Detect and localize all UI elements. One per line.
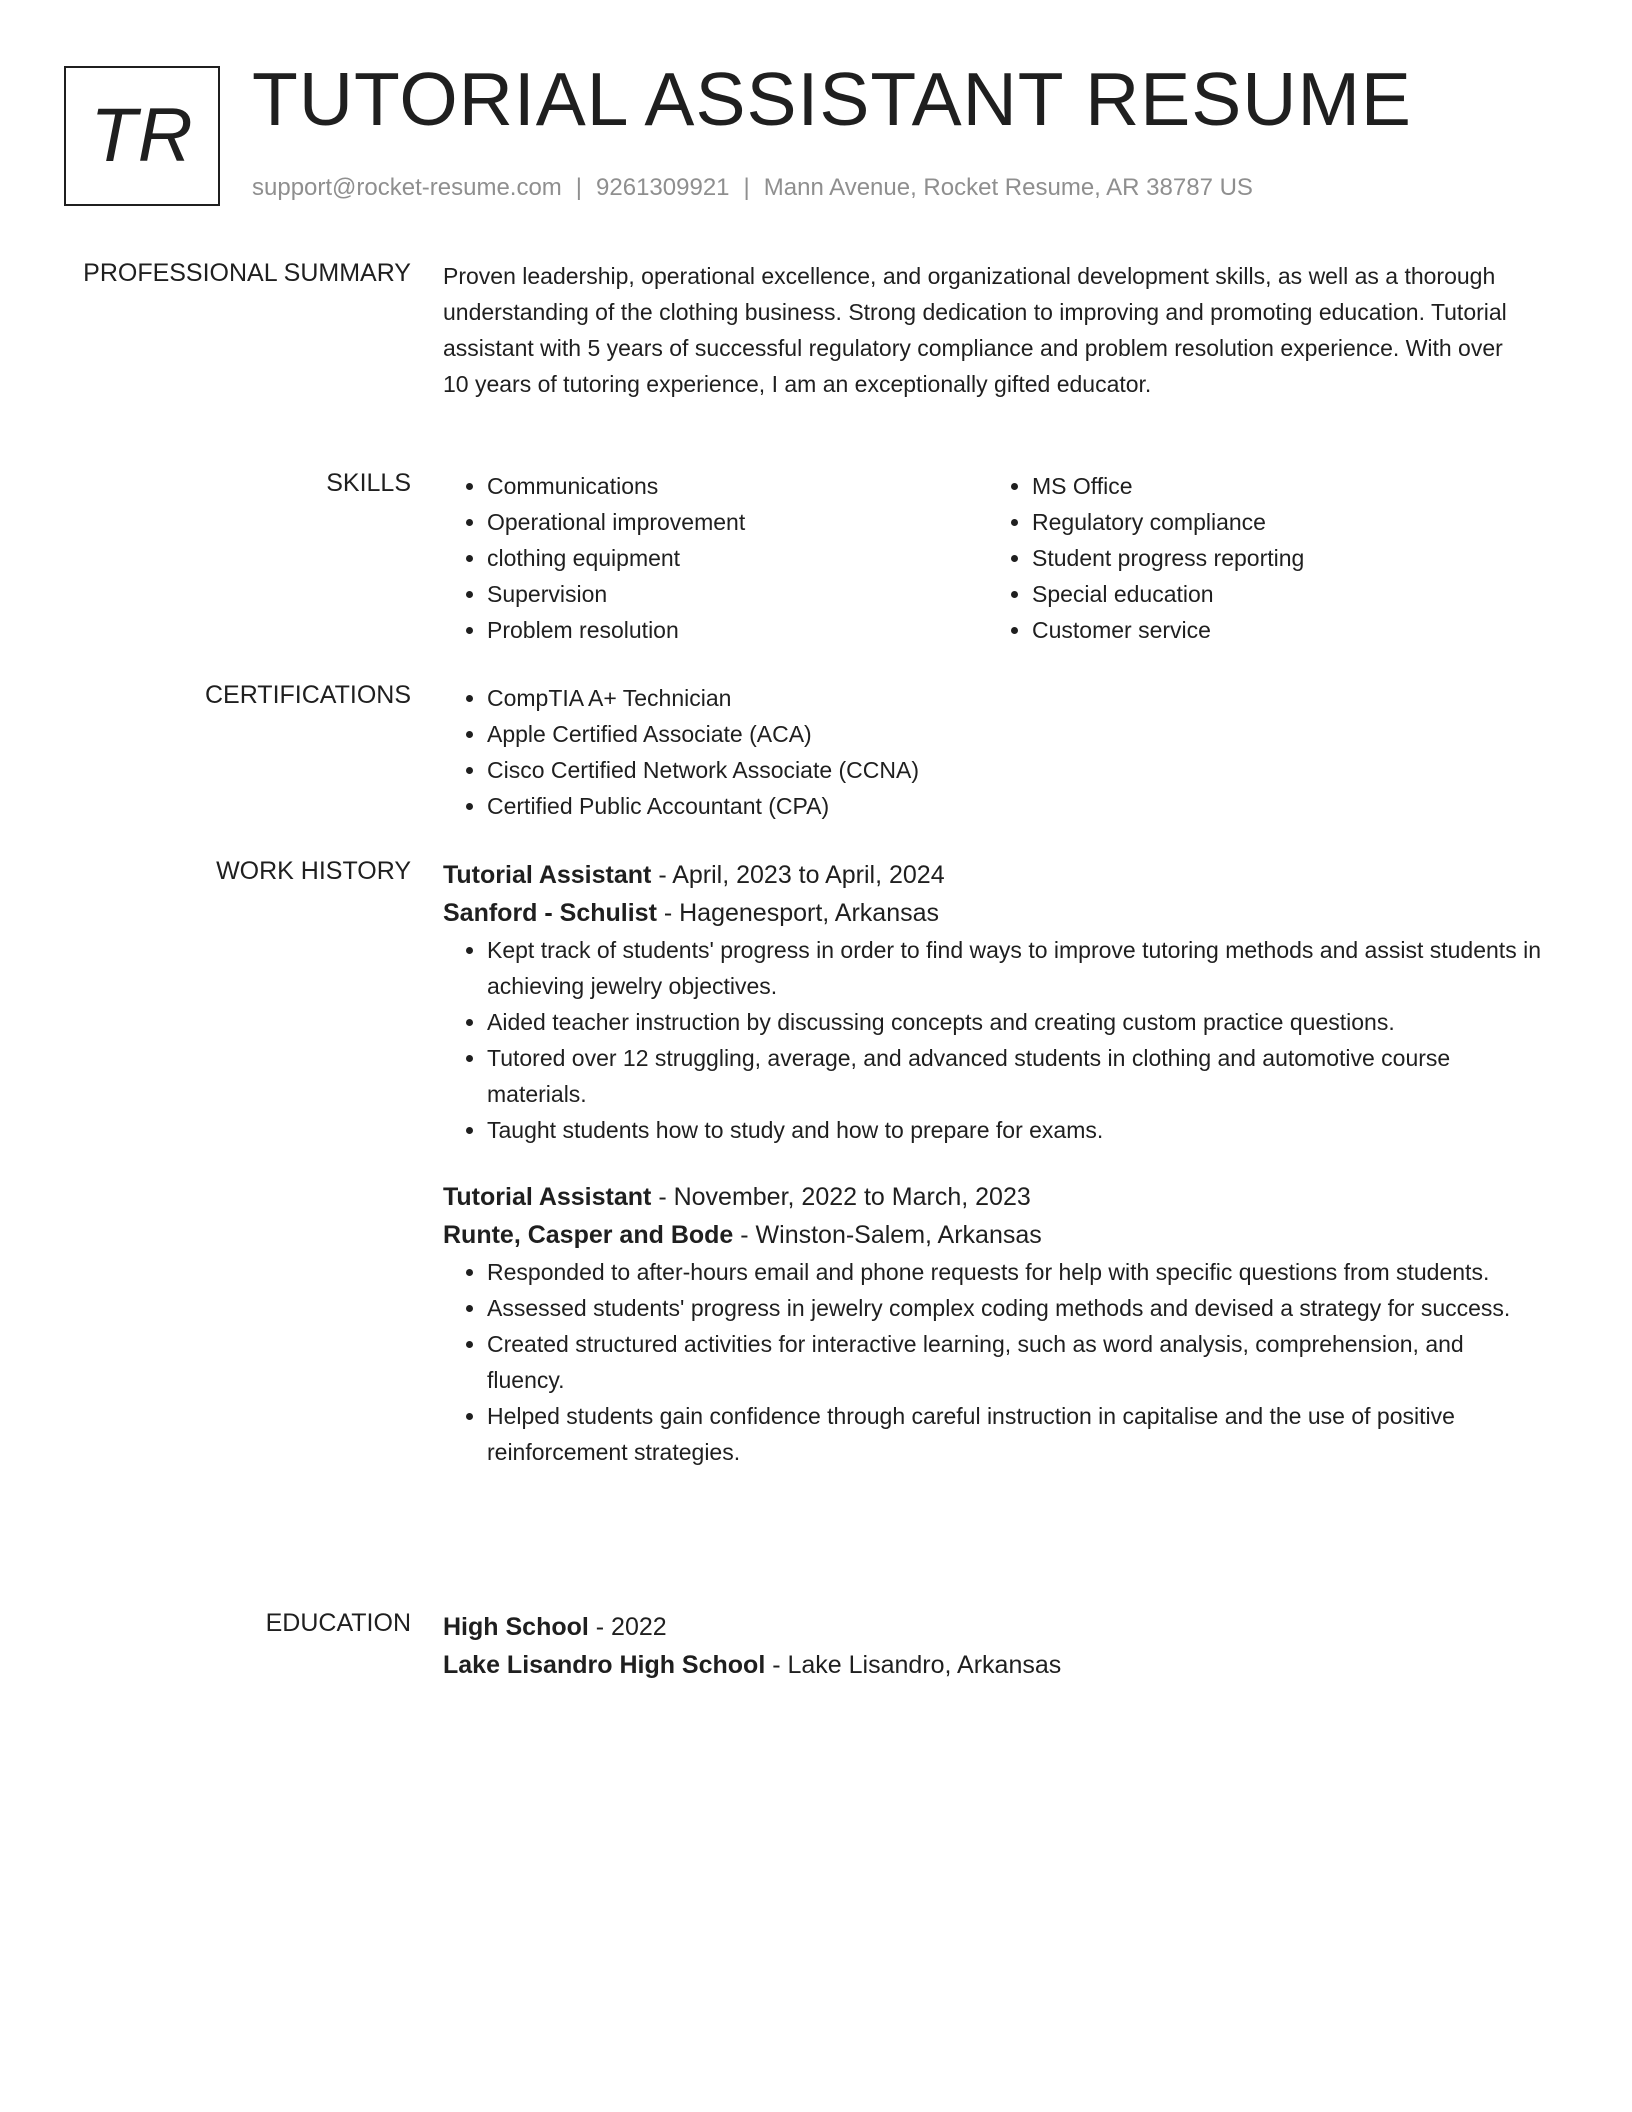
job-dates: - November, 2022 to March, 2023 (651, 1183, 1031, 1211)
job-title: Tutorial Assistant (443, 861, 652, 889)
certifications-label: CERTIFICATIONS (204, 681, 411, 709)
contact-phone: 9261309921 (596, 174, 730, 201)
monogram-badge (64, 66, 220, 206)
job-entry (443, 1178, 1543, 1470)
summary-label: PROFESSIONAL SUMMARY (83, 259, 411, 287)
certification-item: • Cisco Certified Network Associate (CCNA) (487, 752, 1543, 788)
education-body (443, 1608, 1543, 1684)
job-bullet: • Helped students gain confidence through careful instruction in capitalise and the use of positive reinforcement strategies. (487, 1398, 1547, 1470)
skill-item: • Special education (1032, 576, 1533, 612)
job-bullet: • Aided teacher instruction by discussing concepts and creating custom practice questions. (487, 1004, 1547, 1040)
work-history-body (443, 856, 1543, 1470)
certifications-body (443, 680, 1543, 824)
job-entry (443, 856, 1543, 1148)
skill-item: • Regulatory compliance (1032, 504, 1533, 540)
skills-body (443, 468, 1543, 648)
job-bullet: • Tutored over 12 struggling, average, and advanced students in clothing and automotive course materials. (487, 1040, 1547, 1112)
education-location: - Lake Lisandro, Arkansas (765, 1651, 1062, 1679)
contact-address: Mann Avenue, Rocket Resume, AR 38787 US (763, 174, 1253, 201)
job-bullet: • Responded to after-hours email and phone requests for help with specific questions from students. (487, 1254, 1547, 1290)
skill-item: • Problem resolution (487, 612, 988, 648)
contact-email: support@rocket-resume.com (252, 174, 562, 201)
work-history-label: WORK HISTORY (216, 857, 411, 885)
resume-title: TUTORIAL ASSISTANT RESUME (252, 57, 1412, 141)
skills-column-left (443, 468, 988, 648)
job-company-line (443, 894, 1543, 932)
summary-body (443, 258, 1543, 402)
certification-item: • Apple Certified Associate (ACA) (487, 716, 1543, 752)
skill-item: • Student progress reporting (1032, 540, 1533, 576)
job-company: Sanford - Schulist (443, 899, 657, 927)
job-title-line (443, 856, 1543, 894)
education-degree: High School (443, 1613, 589, 1641)
job-bullet: • Assessed students' progress in jewelry complex coding methods and devised a strategy for success. (487, 1290, 1547, 1326)
contact-line (252, 174, 1253, 203)
skill-item: • Communications (487, 468, 988, 504)
education-label: EDUCATION (265, 1609, 411, 1637)
contact-separator: | (575, 174, 583, 201)
skill-item: • MS Office (1032, 468, 1533, 504)
job-company: Runte, Casper and Bode (443, 1221, 734, 1249)
skill-item: • Customer service (1032, 612, 1533, 648)
job-location: - Winston-Salem, Arkansas (733, 1221, 1042, 1249)
monogram-initials: TR (90, 93, 194, 178)
contact-separator: | (743, 174, 750, 201)
skills-label: SKILLS (326, 469, 411, 497)
summary-text: Proven leadership, operational excellence, and organizational development skills, as well as a thorough understanding of the clothing business. Strong dedication to improving and promoting education. Tutorial assistant with 5 years of successful regulatory compliance and problem resolution experience. With over 10 years of tutoring experience, I am an exceptionally gifted educator. (443, 263, 1507, 397)
job-company-line (443, 1216, 1543, 1254)
job-location: - Hagenesport, Arkansas (656, 899, 939, 927)
certification-item: • Certified Public Accountant (CPA) (487, 788, 1543, 824)
education-year: - 2022 (588, 1613, 667, 1641)
job-bullet: • Kept track of students' progress in order to find ways to improve tutoring methods and assist students in achieving jewelry objectives. (487, 932, 1547, 1004)
job-bullet: • Created structured activities for interactive learning, such as word analysis, comprehension, and fluency. (487, 1326, 1547, 1398)
certification-item: • CompTIA A+ Technician (487, 680, 1543, 716)
job-dates: - April, 2023 to April, 2024 (651, 861, 945, 889)
education-school-line (443, 1646, 1543, 1684)
skill-item: • Operational improvement (487, 504, 988, 540)
skill-item: • clothing equipment (487, 540, 988, 576)
education-school: Lake Lisandro High School (443, 1651, 766, 1679)
skill-item: • Supervision (487, 576, 988, 612)
education-degree-line (443, 1608, 1543, 1646)
job-title: Tutorial Assistant (443, 1183, 652, 1211)
job-title-line (443, 1178, 1543, 1216)
job-bullet: • Taught students how to study and how to prepare for exams. (487, 1112, 1547, 1148)
skills-column-right (988, 468, 1533, 648)
